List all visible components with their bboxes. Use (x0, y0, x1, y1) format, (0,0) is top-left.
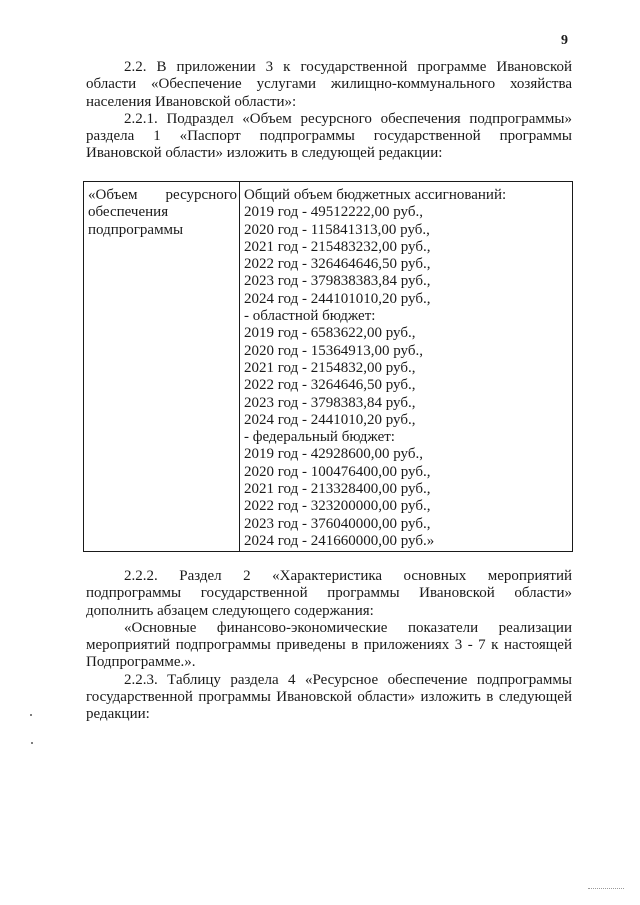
table-value-lines (244, 187, 570, 550)
table-value-line: 2020 год - 15364913,00 руб., (244, 342, 423, 359)
table-value-line: 2019 год - 49512222,00 руб., (244, 204, 423, 221)
table-value-line: - федеральный бюджет: (244, 429, 395, 446)
table-value-line: 2022 год - 3264646,50 руб., (244, 377, 416, 394)
paragraph-2-2: 2.2. В приложении 3 к государственной программе Ивановской области «Обеспечение услугами жилищно-коммунального хозяйства населения Ивановской области»: (86, 59, 572, 110)
table-row (84, 182, 573, 552)
resource-table (83, 181, 573, 552)
table-value-line: 2020 год - 115841313,00 руб., (244, 221, 430, 238)
table-value-line: 2020 год - 100476400,00 руб., (244, 463, 431, 480)
table-value-line: 2021 год - 2154832,00 руб., (244, 359, 416, 376)
table-label: «Объем ресурсного обеспечения подпрограммы (88, 187, 237, 238)
table-value-line: 2024 год - 2441010,20 руб., (244, 411, 416, 428)
table-value-line: 2024 год - 244101010,20 руб., (244, 290, 431, 307)
table-value-line: 2023 год - 3798383,84 руб., (244, 394, 416, 411)
table-value-line: 2023 год - 376040000,00 руб., (244, 515, 431, 532)
table-label-cell (84, 182, 240, 552)
paragraph-2-2-3: 2.2.3. Таблицу раздела 4 «Ресурсное обеспечение подпрограммы государственной программы Ивановской области» изложить в следующей редакции: (86, 671, 572, 723)
table-values-cell (240, 182, 573, 552)
scan-artifact (588, 888, 624, 889)
table-value-line: Общий объем бюджетных ассигнований: (244, 187, 507, 203)
table-value-line: 2022 год - 326464646,50 руб., (244, 256, 431, 273)
paragraph-main-indicators: «Основные финансово-экономические показатели реализации мероприятий подпрограммы приведены в приложениях 3 - 7 к настоящей Подпрограмме.». (86, 619, 572, 671)
intro-section (86, 59, 572, 163)
table-value-line: 2021 год - 213328400,00 руб., (244, 481, 431, 498)
table-value-line: 2022 год - 323200000,00 руб., (244, 498, 431, 515)
scan-speck (31, 742, 33, 744)
table-value-line: 2021 год - 215483232,00 руб., (244, 238, 431, 255)
paragraph-2-2-2: 2.2.2. Раздел 2 «Характеристика основных мероприятий подпрограммы государственной программы Ивановской области» дополнить абзацем следующего содержания: (86, 568, 572, 619)
closing-section (86, 568, 572, 724)
table-value-line: 2024 год - 241660000,00 руб.» (244, 532, 435, 549)
page-number: 9 (561, 33, 568, 48)
table-value-line: - областной бюджет: (244, 308, 376, 325)
table-value-line: 2019 год - 42928600,00 руб., (244, 446, 423, 463)
scan-speck (30, 714, 32, 716)
table-value-line: 2023 год - 379838383,84 руб., (244, 273, 431, 290)
table-value-line: 2019 год - 6583622,00 руб., (244, 325, 416, 342)
paragraph-2-2-1: 2.2.1. Подраздел «Объем ресурсного обеспечения подпрограммы» раздела 1 «Паспорт подпрограммы государственной программы Ивановской области» изложить в следующей редакции: (86, 110, 572, 162)
